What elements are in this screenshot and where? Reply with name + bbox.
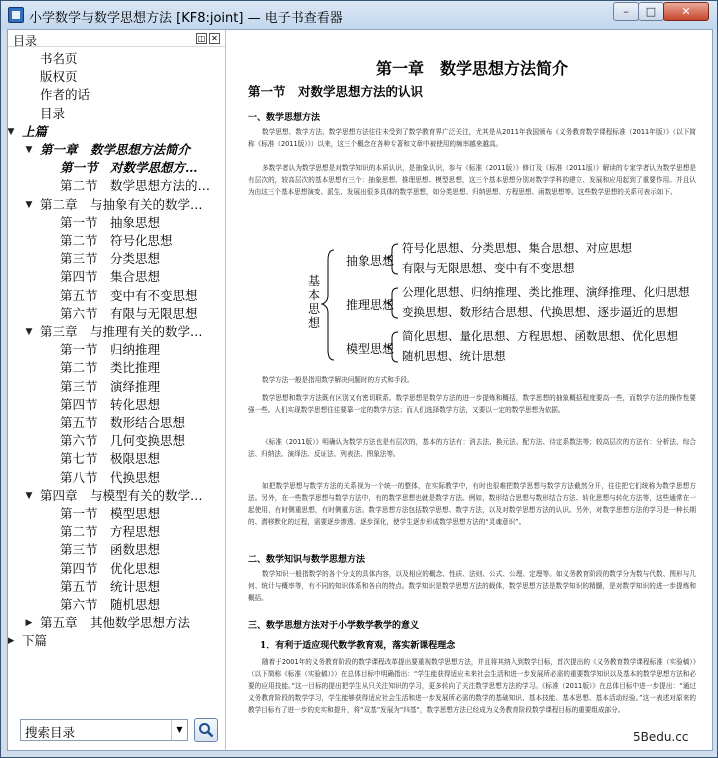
toc-item[interactable]: 第二节 数学思想方法的… <box>60 178 211 193</box>
toc-search-placeholder: 搜索目录 <box>25 725 76 740</box>
toc-item[interactable]: 第一节 模型思想 <box>60 506 161 521</box>
expand-arrow-icon[interactable]: ▼ <box>25 145 33 155</box>
toc-item[interactable]: 上篇 <box>22 124 48 139</box>
section-title: 第一节 对数学思想方法的认识 <box>248 84 424 99</box>
thought-diagram <box>286 240 706 370</box>
toc-item[interactable]: 第六节 随机思想 <box>60 597 161 612</box>
diagram-leaf: 简化思想、量化思想、方程思想、函数思想、优化思想 <box>402 329 678 343</box>
toc-item[interactable]: 第三节 分类思想 <box>60 251 161 266</box>
toc-item[interactable]: 第一节 抽象思想 <box>60 215 161 230</box>
subhead-4: 1．有利于适应现代数学教育观，落实新课程理念 <box>260 641 456 651</box>
toc-item[interactable]: 第三章 与推理有关的数学… <box>40 324 203 339</box>
expand-arrow-icon[interactable]: ▼ <box>8 127 15 137</box>
toc-item[interactable]: 第六节 几何变换思想 <box>60 433 186 448</box>
diagram-root: 基本思想 <box>308 274 321 330</box>
toc-item[interactable]: 第五节 数形结合思想 <box>60 415 186 430</box>
paragraph-7: 数学知识一般指数学的各个分支的具体内容，以及相应的概念、性质、法则、公式、公理、定理等。如义务教育阶段的数学分为数与代数、图形与几何、统计与概率等，有不同的知识体系和各自的特点。数学知识是数学思想方法的载体，数学思想方法是数学知识的精髓，是对数学知识的进一步提炼和概括。 <box>248 570 696 602</box>
toc-item[interactable]: 第一章 数学思想方法简介 <box>40 142 191 157</box>
toc-item[interactable]: 第五节 变中有不变思想 <box>60 288 198 303</box>
toc-item[interactable]: 书名页 <box>40 51 78 66</box>
paragraph-1: 数学思想、数学方法、数学思想方法往往未受到了数学教育界广泛关注，尤其是从2011年我国颁布《义务教育数学课程标准（2011年版）》（以下简称《标准（2011版）》）以来，这三个概念在各种专著和文章中被使用的频率越来越高。 <box>248 128 696 148</box>
expand-arrow-icon[interactable]: ▼ <box>25 200 33 210</box>
toc-item[interactable]: 第二节 类比推理 <box>60 360 161 375</box>
diagram-leaf: 变换思想、数形结合思想、代换思想、逐步逼近的思想 <box>402 305 678 319</box>
toc-item[interactable]: 第六节 有限与无限思想 <box>60 306 198 321</box>
toc-item[interactable]: 第二章 与抽象有关的数学… <box>40 197 203 212</box>
search-button[interactable] <box>194 718 218 742</box>
toc-item[interactable]: 第四节 集合思想 <box>60 269 161 284</box>
paragraph-4: 数学思想和数学方法既有区别又有密切联系。数学思想是数学方法的进一步提炼和概括，数学思想的抽象概括程度要高一些，而数学方法的操作性要强一些。人们实现数学思想往往要靠一定的数学方法；而人们选择数学方法，又要以一定的数学思想为依据。 <box>248 394 696 414</box>
diagram-leaf: 有限与无限思想、变中有不变思想 <box>402 261 575 275</box>
toc-item[interactable]: 第四章 与模型有关的数学… <box>40 488 203 503</box>
diagram-leaf: 公理化思想、归纳推理、类比推理、演绎推理、化归思想 <box>402 285 690 299</box>
toc-item[interactable]: 第八节 代换思想 <box>60 470 161 485</box>
collapse-arrow-icon[interactable]: ▶ <box>25 618 33 628</box>
toc-sidebar <box>8 30 226 750</box>
diagram-leaf: 符号化思想、分类思想、集合思想、对应思想 <box>402 241 632 255</box>
toc-item[interactable]: 第二节 符号化思想 <box>60 233 173 248</box>
toc-title: 目录 <box>13 34 38 48</box>
toc-item[interactable]: 第四节 转化思想 <box>60 397 161 412</box>
toc-item[interactable]: 第七节 极限思想 <box>60 451 161 466</box>
toc-item[interactable]: 第四节 优化思想 <box>60 561 161 576</box>
toc-tree <box>8 50 225 654</box>
minimize-button[interactable]: – <box>613 2 639 21</box>
paragraph-8: 随着于2001年的义务教育阶段的数学课程改革提出要重视数学思想方法，并且将其纳入到数学目标，首次提出的《义务教育数学课程标准（实验稿）》（以下简称《标准（实验稿）》）在总体目标中明确指出：“学生能获得适应未来社会生活和进一步发展所必需的重要数学知识以及基本的数学思想方法和必要的应用技能。”这一目标的提出把学生从只关注知识的学习，更多转向了关注数学思想方法的学习。《标准（2011版）》在总体目标中进一步提出：“通过义务教育阶段的数学学习，学生能够获得适应社会生活和进一步发展所必需的数学的基础知识、基本技能、基本思想、基本活动经验。”这一表述对原来的教学目标有了进一步的充实和提升，将“双基”发展为“四基”，数学思想方法已经成为义务教育阶段数学课程目标的重要组成部分。 <box>248 658 696 714</box>
toc-search-input[interactable] <box>20 719 188 741</box>
toc-item[interactable]: 作者的话 <box>40 87 91 102</box>
subhead-1: 一、数学思想方法 <box>248 113 321 123</box>
toc-item[interactable]: 第三节 函数思想 <box>60 542 161 557</box>
subhead-2: 二、数学知识与数学思想方法 <box>248 555 366 565</box>
expand-arrow-icon[interactable]: ▼ <box>25 327 33 337</box>
toc-item[interactable]: 第五节 统计思想 <box>60 579 161 594</box>
diagram-group-reasoning: 推理思想 <box>346 298 395 312</box>
undock-pane-icon[interactable]: ◫ <box>197 34 206 43</box>
paragraph-3: 数学方法一般是指用数学解决问题时的方式和手段。 <box>262 376 414 384</box>
paragraph-5: 《标准（2011版）》明确认为数学方法也是有层次的，基本的方法有：消去法、换元法、配方法、待定系数法等；较高层次的方法有：分析法、综合法、归纳法、演绎法、反证法、列表法、图象法等。 <box>248 438 696 458</box>
toc-item[interactable]: 第二节 方程思想 <box>60 524 161 539</box>
close-pane-icon[interactable]: ✕ <box>209 33 220 44</box>
paragraph-6: 如把数学思想与数学方法的关系视为一个统一的整体，在实际教学中，有时也很难把数学思想与数学方法截然分开，往往把它们统称为数学思想方法。另外，在一些数学思想与数学方法中，有的数学思想也就是数学方法。例如，数形结合思想与数形结合方法、转化思想与转化方法等，这些通常在一起使用，有时侧重思想，有时侧重方法。数学思想方法包括数学思想、数学方法，以及对数学思想方法的认识。另外，对数学思想方法的学习是一种长期的、潜移默化的过程，需要逐步渗透、逐步深化，使学生逐步形成数学思想方法的“灵魂意识”。 <box>248 482 696 526</box>
toc-item[interactable]: 第三节 演绎推理 <box>60 379 161 394</box>
toc-header <box>8 30 225 47</box>
maximize-button[interactable]: □ <box>638 2 664 21</box>
toc-item[interactable]: 第五章 其他数学思想方法 <box>40 615 191 630</box>
chapter-title: 第一章 数学思想方法简介 <box>375 59 568 78</box>
client-area <box>7 29 713 751</box>
site-watermark: 5Bedu.cc <box>633 730 689 744</box>
title-bar[interactable] <box>1 1 717 29</box>
collapse-arrow-icon[interactable]: ▶ <box>8 636 15 646</box>
toc-item[interactable]: 版权页 <box>40 69 78 84</box>
toc-item[interactable]: 第一节 归纳推理 <box>60 342 161 357</box>
diagram-group-abstract: 抽象思想 <box>346 254 395 268</box>
toc-item[interactable]: 第一节 对数学思想方… <box>60 160 198 175</box>
toc-item[interactable]: 下篇 <box>22 633 48 648</box>
subhead-3: 三、数学思想方法对于小学数学教学的意义 <box>248 621 420 631</box>
expand-arrow-icon[interactable]: ▼ <box>25 491 33 501</box>
search-icon <box>198 722 214 738</box>
diagram-group-model: 模型思想 <box>346 342 395 356</box>
paragraph-2: 多数学者认为数学思想是对数学知识的本质认识，是抽象认识，参与《标准（2011版）》修订及《标准（2011版）》解读的专家学者认为数学思想是有层次的，较高层次的基本思想有三个：抽象思想、推理思想、模型思想，这三个基本思想分别对数学学科的建立、发展和应用起到了重要作用。并且认为由这三个基本思想演变、派生、发展出很多具体的数学思想，如分类思想、归纳思想、方程思想、函数思想等。这些数学思想的关系可表示如下。 <box>248 164 696 196</box>
chevron-down-icon[interactable]: ▼ <box>171 720 187 740</box>
window-title: 小学数学与数学思想方法 [KF8:joint] — 电子书查看器 <box>29 11 343 26</box>
toc-item[interactable]: 目录 <box>40 106 66 121</box>
diagram-leaf: 随机思想、统计思想 <box>402 349 506 363</box>
book-page-view[interactable] <box>228 30 712 750</box>
book-viewer-icon <box>8 7 24 23</box>
close-window-button[interactable]: ✕ <box>663 2 709 21</box>
